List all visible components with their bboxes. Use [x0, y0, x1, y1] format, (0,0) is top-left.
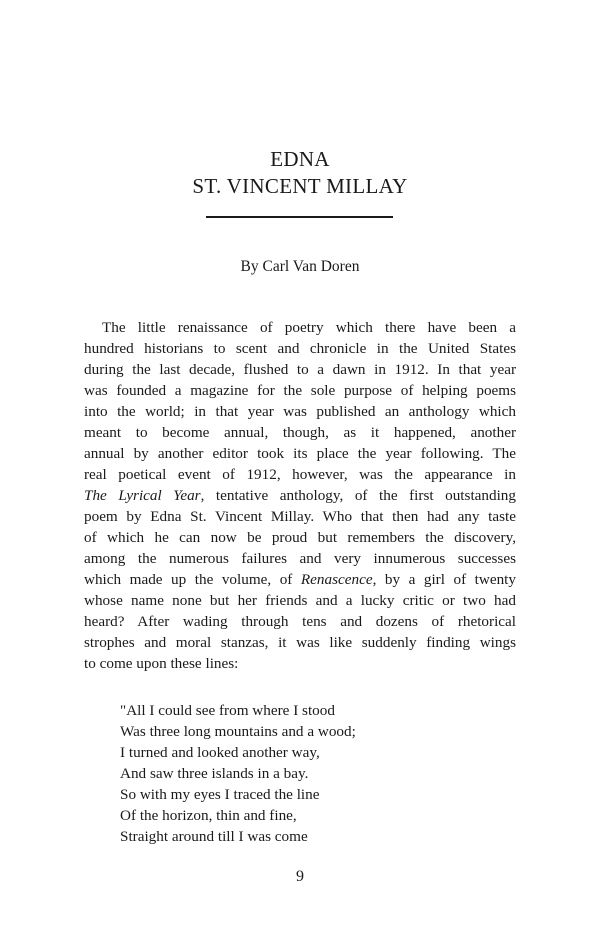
- paragraph-line: was founded a magazine for the sole purpose of helping poems: [84, 382, 516, 399]
- author-byline: By Carl Van Doren: [240, 258, 360, 275]
- paragraph-line: [84, 485, 516, 506]
- quoted-verse: [120, 700, 500, 847]
- paragraph-line-rest: , by a girl of twenty: [372, 571, 516, 588]
- paragraph-line: among the numerous failures and very innumerous successes: [84, 550, 516, 567]
- paragraph-line: annual by another editor took its place the year following. The: [84, 445, 516, 462]
- title-divider: [206, 216, 393, 218]
- paragraph-line: whose name none but her friends and a lucky critic or two had: [84, 592, 516, 609]
- body-paragraph: [84, 317, 516, 674]
- verse-line: I turned and looked another way,: [120, 744, 320, 761]
- paragraph-line: meant to become annual, though, as it happened, another: [84, 424, 516, 441]
- paragraph-line: [84, 569, 516, 590]
- paragraph-line: heard? After wading through tens and dozens of rhetorical: [84, 613, 516, 630]
- chapter-title-line-1: EDNA: [270, 147, 330, 171]
- verse-line: Straight around till I was come: [120, 828, 308, 845]
- poem-title-renascence: Renascence: [300, 571, 373, 588]
- page-number: 9: [296, 868, 304, 885]
- verse-line: And saw three islands in a bay.: [120, 765, 309, 782]
- paragraph-line: poem by Edna St. Vincent Millay. Who that then had any taste: [84, 508, 516, 525]
- paragraph-line: strophes and moral stanzas, it was like suddenly finding wings: [84, 634, 516, 651]
- verse-line: "All I could see from where I stood: [120, 702, 335, 719]
- paragraph-line-rest: , tentative anthology, of the first outstanding: [200, 487, 516, 504]
- chapter-title-line-2: ST. VINCENT MILLAY: [192, 174, 408, 198]
- paragraph-line: to come upon these lines:: [84, 655, 239, 672]
- paragraph-line: of which he can now be proud but remembers the discovery,: [84, 529, 516, 546]
- paragraph-line: during the last decade, flushed to a dawn in 1912. In that year: [84, 361, 516, 378]
- paragraph-line: real poetical event of 1912, however, was the appearance in: [84, 466, 516, 483]
- paragraph-line-start: which made up the volume, of: [84, 571, 301, 588]
- verse-line: So with my eyes I traced the line: [120, 786, 320, 803]
- book-title-lyrical-year: The Lyrical Year: [84, 487, 201, 504]
- paragraph-line: The little renaissance of poetry which there have been a: [102, 319, 516, 336]
- paragraph-line: hundred historians to scent and chronicle in the United States: [84, 340, 516, 357]
- verse-line: Was three long mountains and a wood;: [120, 723, 356, 740]
- paragraph-line: into the world; in that year was published an anthology which: [84, 403, 516, 420]
- verse-line: Of the horizon, thin and fine,: [120, 807, 297, 824]
